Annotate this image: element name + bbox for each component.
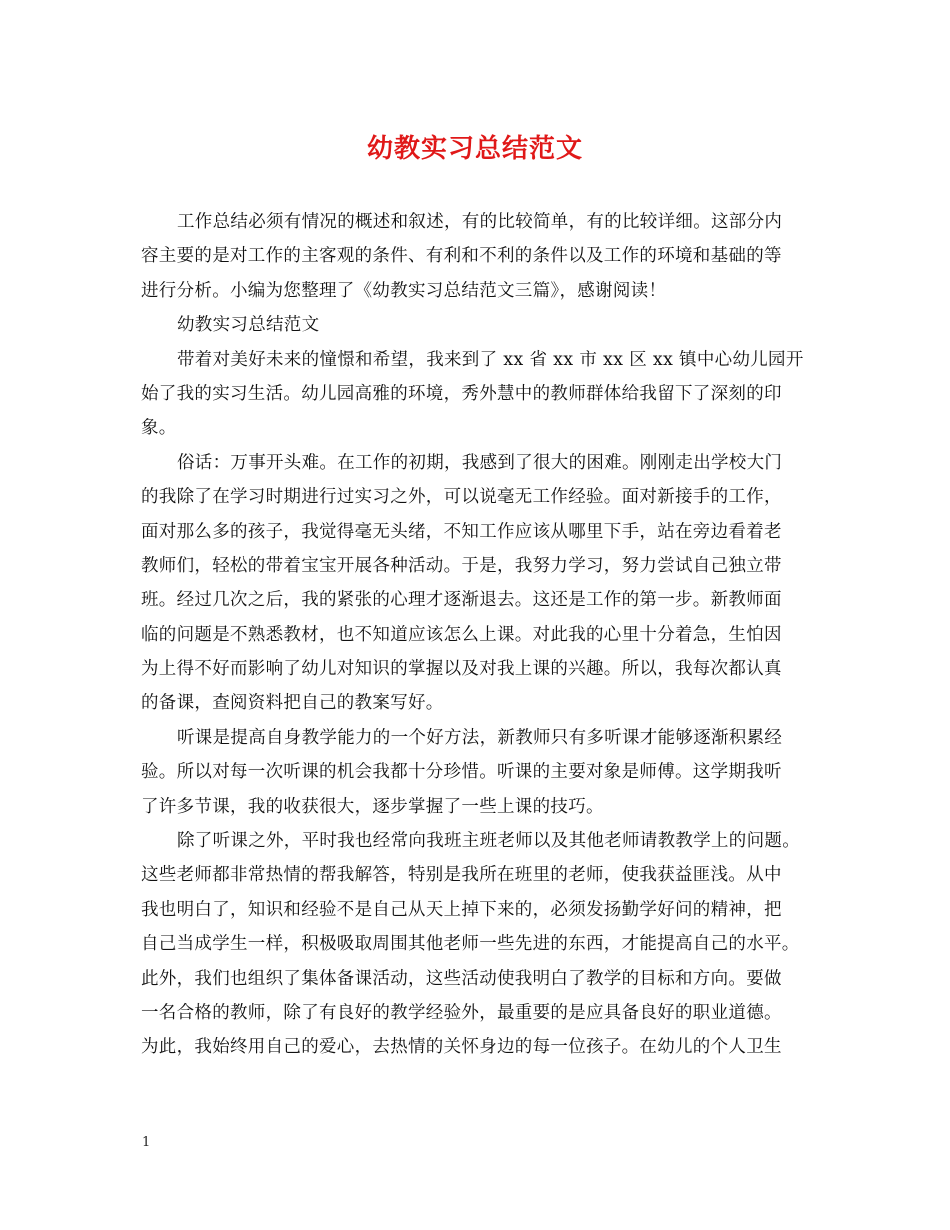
paragraph-line: 教师们，轻松的带着宝宝开展各种活动。于是，我努力学习，努力尝试自己独立带 <box>141 555 782 576</box>
paragraph-line: 除了听课之外，平时我也经常向我班主班老师以及其他老师请教教学上的问题。 <box>177 831 800 852</box>
paragraph-line: 带着对美好未来的憧憬和希望，我来到了 xx 省 xx 市 xx 区 xx 镇中心幼儿园开 <box>177 349 804 370</box>
paragraph-line: 为此，我始终用自己的爱心，去热情的关怀身边的每一位孩子。在幼儿的个人卫生 <box>141 1037 782 1058</box>
paragraph-line: 的我除了在学习时期进行过实习之外，可以说毫无工作经验。面对新接手的工作， <box>141 487 782 508</box>
paragraph-line: 容主要的是对工作的主客观的条件、有利和不利的条件以及工作的环境和基础的等 <box>141 246 782 267</box>
document-title: 幼教实习总结范文 <box>366 134 583 164</box>
paragraph-line: 进行分析。小编为您整理了《幼教实习总结范文三篇》，感谢阅读！ <box>141 280 667 301</box>
paragraph-line: 此外，我们也组织了集体备课活动，这些活动使我明白了教学的目标和方向。要做 <box>141 968 782 989</box>
paragraph-line: 班。经过几次之后，我的紧张的心理才逐渐退去。这还是工作的第一步。新教师面 <box>141 590 782 611</box>
section-heading: 幼教实习总结范文 <box>177 315 320 336</box>
paragraph-line: 为上得不好而影响了幼儿对知识的掌握以及对我上课的兴趣。所以，我每次都认真 <box>141 659 782 680</box>
paragraph-line: 俗话：万事开头难。在工作的初期，我感到了很大的困难。刚刚走出学校大门 <box>177 452 783 473</box>
paragraph-line: 自己当成学生一样，积极吸取周围其他老师一些先进的东西，才能提高自己的水平。 <box>141 934 800 955</box>
paragraph-line: 象。 <box>141 418 177 439</box>
paragraph-line: 面对那么多的孩子，我觉得毫无头绪，不知工作应该从哪里下手，站在旁边看着老 <box>141 521 782 542</box>
paragraph-line: 听课是提高自身教学能力的一个好方法，新教师只有多听课才能够逐渐积累经 <box>177 727 783 748</box>
document-body <box>141 205 811 1065</box>
paragraph-line: 工作总结必须有情况的概述和叙述，有的比较简单，有的比较详细。这部分内 <box>177 212 783 232</box>
paragraph-line: 验。所以对每一次听课的机会我都十分珍惜。听课的主要对象是师傅。这学期我听 <box>141 762 782 783</box>
paragraph-line: 临的问题是不熟悉教材，也不知道应该怎么上课。对此我的心里十分着急，生怕因 <box>141 624 782 645</box>
paragraph-line: 我也明白了，知识和经验不是自己从天上掉下来的，必须发扬勤学好问的精神，把 <box>141 899 782 920</box>
page-number: 1 <box>142 1135 151 1150</box>
paragraph-line: 的备课，查阅资料把自己的教案写好。 <box>141 693 444 714</box>
paragraph-line: 这些老师都非常热情的帮我解答，特别是我所在班里的老师，使我获益匪浅。从中 <box>141 865 782 886</box>
paragraph-line: 始了我的实习生活。幼儿园高雅的环境，秀外慧中的教师群体给我留下了深刻的印 <box>141 383 782 404</box>
paragraph-line: 一名合格的教师，除了有良好的教学经验外，最重要的是应具备良好的职业道德。 <box>141 1002 782 1023</box>
paragraph-line: 了许多节课，我的收获很大，逐步掌握了一些上课的技巧。 <box>141 796 604 817</box>
